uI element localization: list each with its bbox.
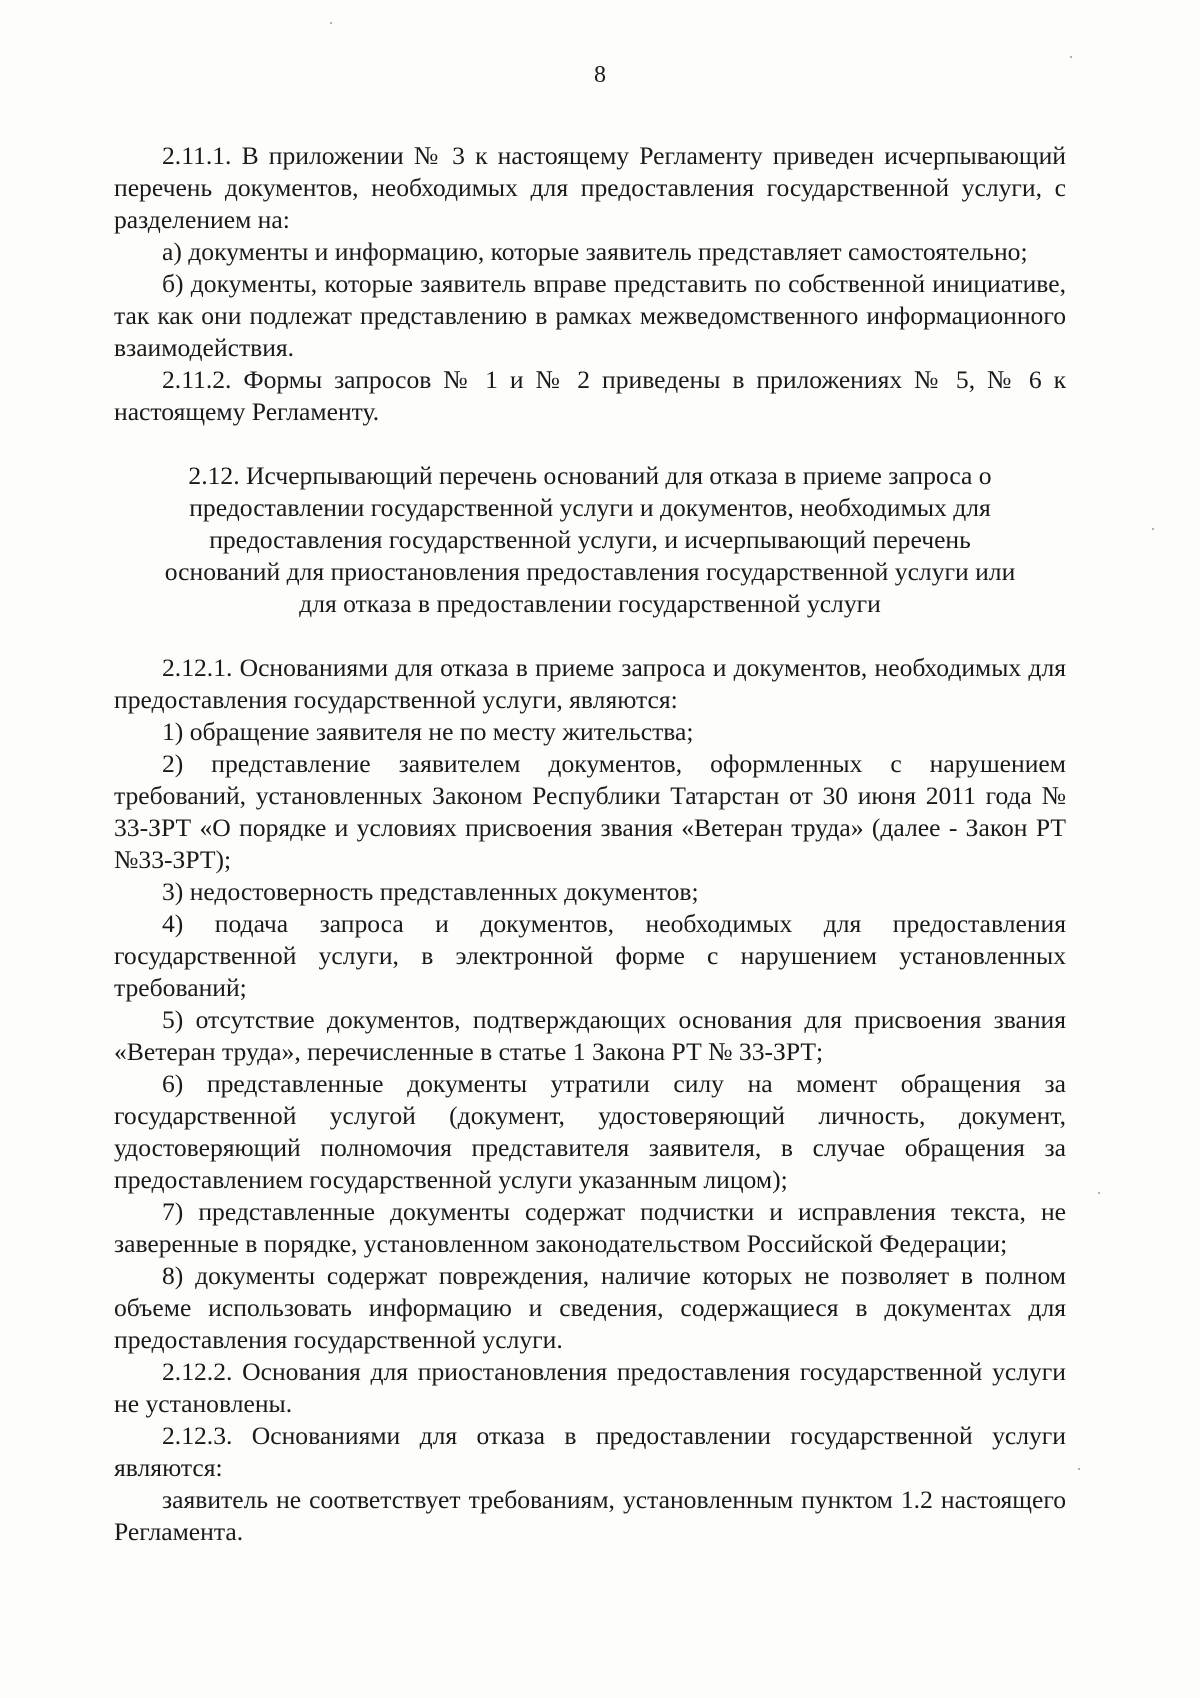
document-body (114, 140, 1066, 1548)
paragraph-item-b: б) документы, которые заявитель вправе представить по собственной инициативе, так как они подлежат представлению в рамках межведомственного информационного взаимодействия. (114, 269, 1066, 362)
list-item-3: 3) недостоверность представленных документов; (162, 877, 699, 906)
list-item-6: 6) представленные документы утратили силу на момент обращения за государственной услугой (документ, удостоверяющий личность, документ, удостоверяющий полномочия представителя заявителя, в случае обращения за предоставлением государственной услуги указанным лицом); (114, 1069, 1066, 1194)
paragraph-item-a: а) документы и информацию, которые заявитель представляет самостоятельно; (162, 237, 1028, 266)
list-item-5: 5) отсутствие документов, подтверждающих основания для присвоения звания «Ветеран труда», перечисленные в статье 1 Закона РТ № 33-ЗРТ; (114, 1005, 1066, 1066)
paragraph-2-11-1: 2.11.1. В приложении № 3 к настоящему Регламенту приведен исчерпывающий перечень документов, необходимых для предоставления государственной услуги, с разделением на: (114, 141, 1066, 234)
paragraph-2-11-2: 2.11.2. Формы запросов № 1 и № 2 приведены в приложениях № 5, № 6 к настоящему Регламенту. (114, 365, 1066, 426)
list-item-8: 8) документы содержат повреждения, наличие которых не позволяет в полном объеме использовать информацию и сведения, содержащиеся в документах для предоставления государственной услуги. (114, 1261, 1066, 1354)
list-item-1: 1) обращение заявителя не по месту жительства; (162, 717, 694, 746)
scan-speck (1070, 56, 1072, 58)
paragraph-2-12-2: 2.12.2. Основания для приостановления предоставления государственной услуги не установлены. (114, 1357, 1066, 1418)
list-item-2: 2) представление заявителем документов, оформленных с нарушением требований, установленных Законом Республики Татарстан от 30 июня 2011 года № 33-ЗРТ «О порядке и условиях присвоения звания «Ветеран труда» (далее - Закон РТ №33-ЗРТ); (114, 749, 1066, 874)
paragraph-2-12-1: 2.12.1. Основаниями для отказа в приеме запроса и документов, необходимых для предоставления государственной услуги, являются: (114, 653, 1066, 714)
scan-speck (1078, 1468, 1080, 1470)
list-item-7: 7) представленные документы содержат подчистки и исправления текста, не заверенные в порядке, установленном законодательством Российской Федерации; (114, 1197, 1066, 1258)
paragraph-refusal-reason: заявитель не соответствует требованиям, установленным пунктом 1.2 настоящего Регламента. (114, 1485, 1066, 1546)
paragraph-2-12-3: 2.12.3. Основаниями для отказа в предоставлении государственной услуги являются: (114, 1421, 1066, 1482)
section-heading-2-12: 2.12. Исчерпывающий перечень оснований для отказа в приеме запроса о предоставлении государственной услуги и документов, необходимых для предоставления государственной услуги, и исчерпывающий перечень оснований для приостановления предоставления государственной услуги или для отказа в предоставлении государственной услуги (164, 461, 1016, 618)
scan-speck (1098, 1192, 1100, 1194)
scan-speck (1152, 528, 1154, 530)
list-item-4: 4) подача запроса и документов, необходимых для предоставления государственной услуги, в электронной форме с нарушением установленных требований; (114, 909, 1066, 1002)
page-number: 8 (594, 62, 606, 88)
scan-speck (330, 22, 332, 24)
